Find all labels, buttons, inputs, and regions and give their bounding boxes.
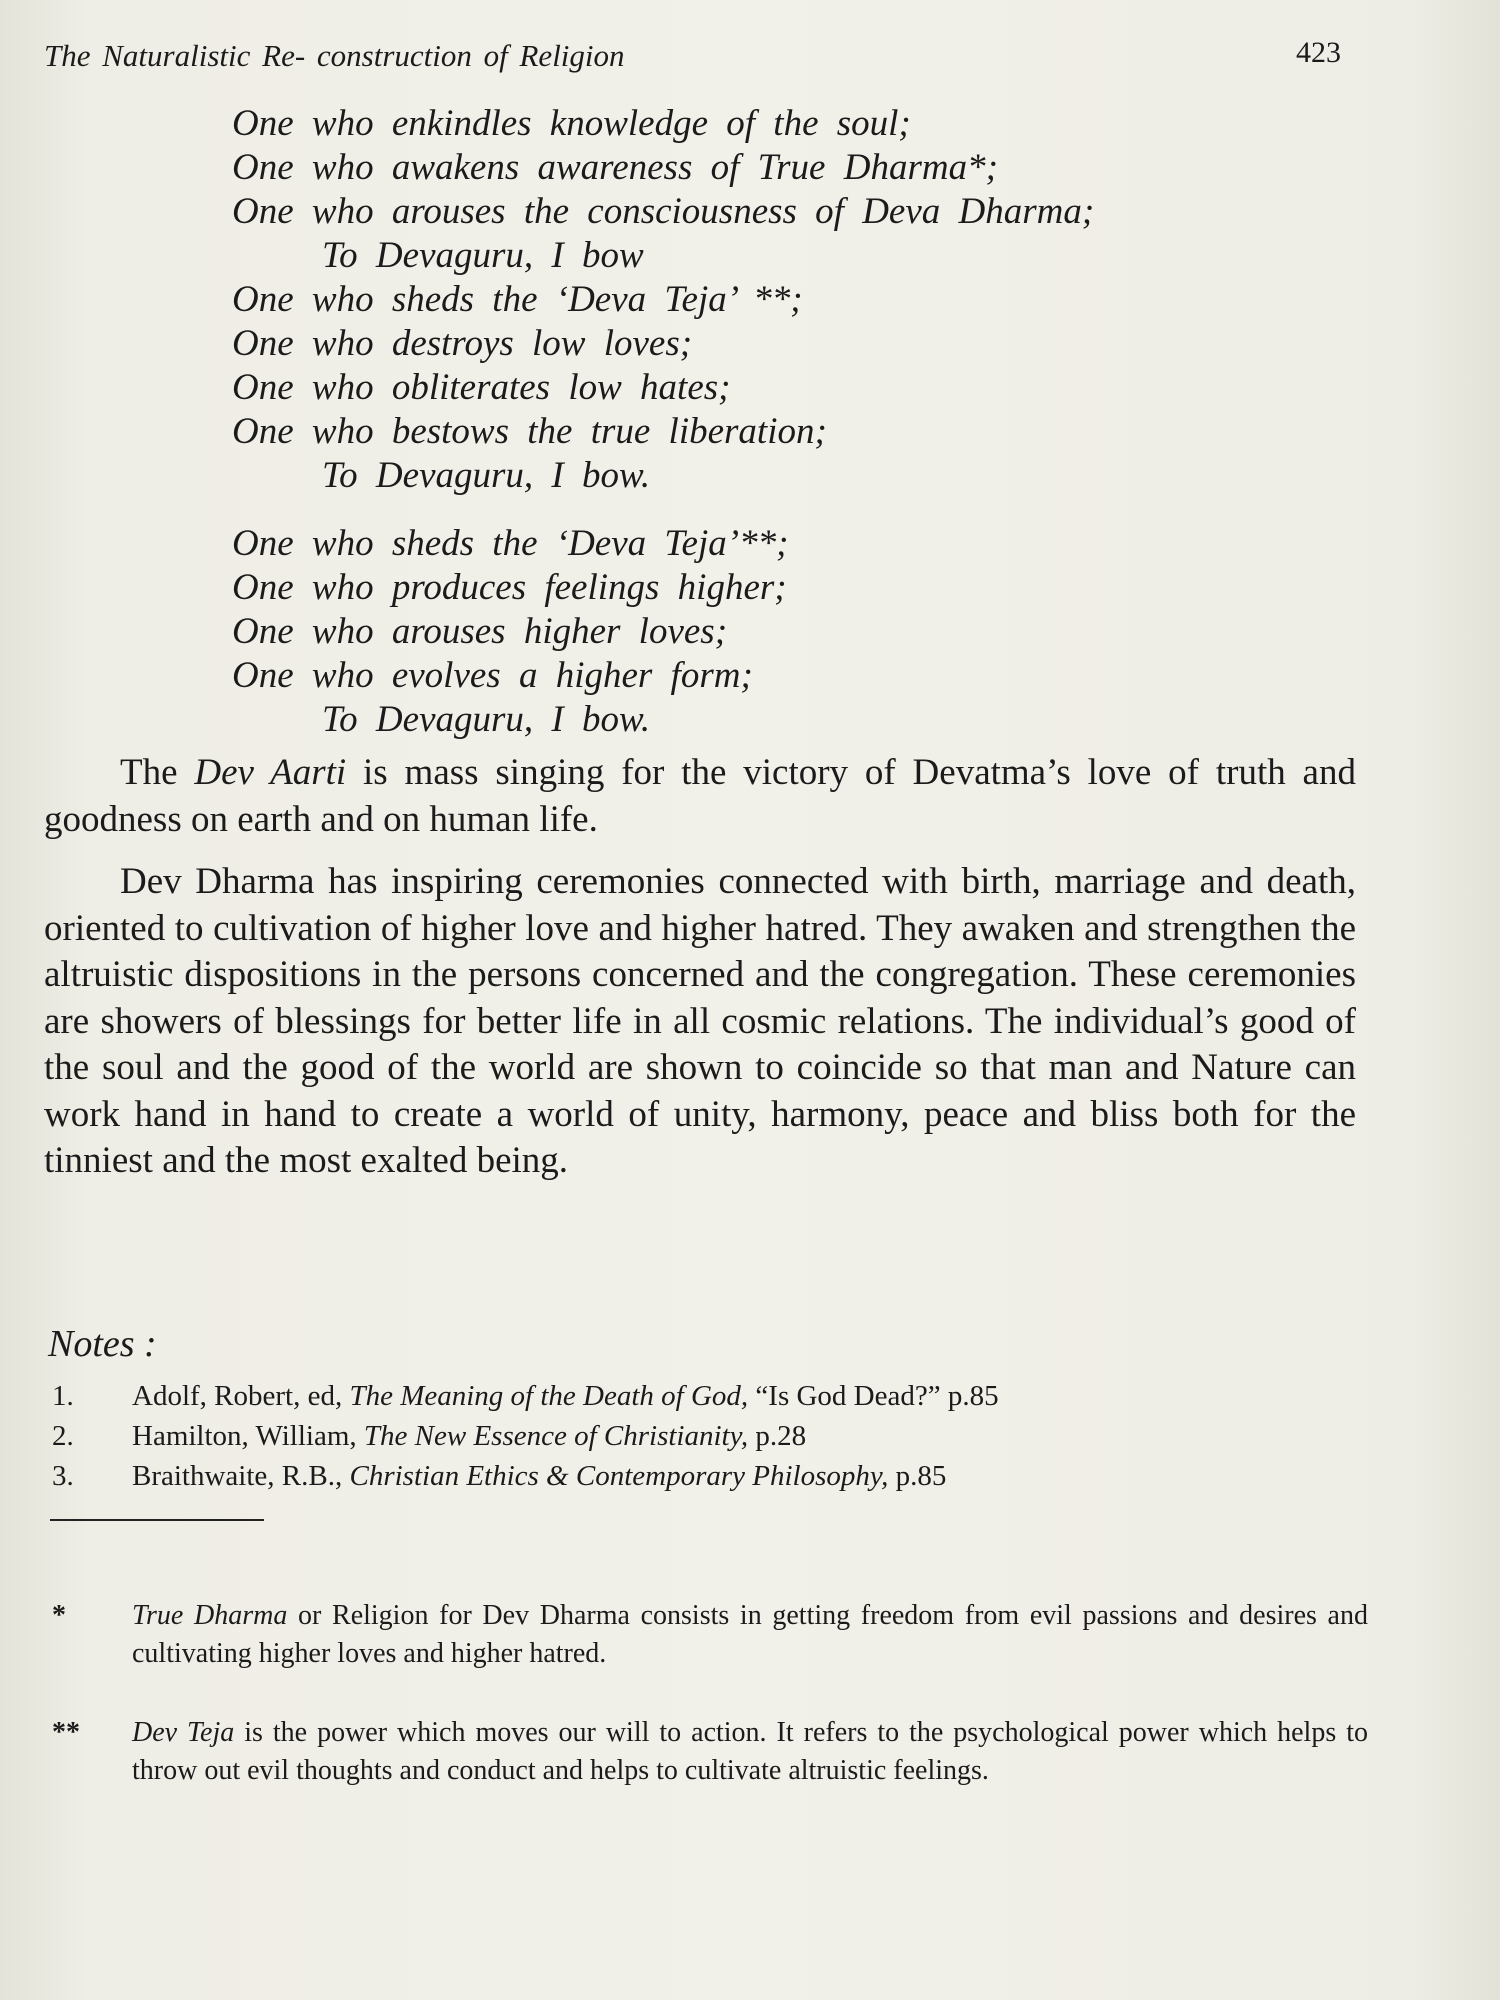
- footnote-marker: *: [52, 1600, 66, 1631]
- paragraph-ceremonies: Dev Dharma has inspiring ceremonies connected with birth, marriage and death, oriented to cultivation of higher love and higher hatred. They awaken and strengthen the altruistic dispositions in the persons concerned and the congregation. These ceremonies are showers of blessings for better life in all cosmic relations. The individual’s good of the soul and the good of the world are shown to coincide so that man and Nature can work hand in hand to create a world of unity, harmony, peace and bliss both for the tinniest and the most exalted being.: [44, 861, 1356, 1181]
- verse-line: One who sheds the ‘Deva Teja’ **;: [232, 279, 803, 320]
- verse-refrain: To Devaguru, I bow.: [322, 455, 651, 496]
- running-header-title: The Naturalistic Re- construction of Religion: [44, 38, 625, 73]
- note-item: [52, 1416, 1352, 1456]
- footnote-text: or Religion for Dev Dharma consists in getting freedom from evil passions and desires and cultivating higher loves and higher hatred.: [132, 1600, 1368, 1669]
- note-author: Adolf, Robert, ed,: [132, 1380, 350, 1412]
- note-item: [52, 1376, 1352, 1416]
- verse-refrain: To Devaguru, I bow.: [322, 699, 651, 740]
- verse-line: One who produces feelings higher;: [232, 567, 787, 608]
- note-number: 2.: [52, 1420, 74, 1452]
- note-rest: “Is God Dead?” p.85: [748, 1380, 999, 1412]
- verse-line: One who arouses higher loves;: [232, 611, 728, 652]
- footnote-true-dharma: [52, 1597, 1368, 1673]
- footnote-dev-teja: [52, 1714, 1368, 1790]
- footnote-divider: [50, 1519, 264, 1521]
- note-item: [52, 1456, 1352, 1496]
- note-author: Hamilton, William,: [132, 1420, 364, 1452]
- paragraph-emphasis: Dev Aarti: [194, 752, 347, 793]
- verse-line: One who awakens awareness of True Dharma*;: [232, 147, 998, 188]
- footnote-text-block: [132, 1714, 1368, 1790]
- note-title: The New Essence of Christianity,: [363, 1420, 749, 1452]
- verse-line: One who sheds the ‘Deva Teja’**;: [232, 523, 789, 564]
- note-author: Braithwaite, R.B.,: [132, 1460, 350, 1492]
- notes-list: [52, 1376, 1352, 1496]
- note-title: The Meaning of the Death of God,: [349, 1380, 749, 1412]
- note-rest: p.28: [748, 1420, 807, 1452]
- verse-refrain: To Devaguru, I bow: [322, 235, 644, 276]
- note-number: 1.: [52, 1380, 74, 1412]
- footnote-emphasis: True Dharma: [132, 1600, 288, 1631]
- paragraph-text: is mass singing for the victory of Devatma’s love of truth and goodness on earth and on human life.: [44, 752, 1356, 840]
- paragraph-dev-aarti: [44, 750, 1356, 843]
- paragraph-text: The: [120, 752, 195, 793]
- verse-line: One who enkindles knowledge of the soul;: [232, 103, 911, 144]
- footnote-marker: **: [52, 1717, 80, 1748]
- verse-line: One who evolves a higher form;: [232, 655, 753, 696]
- page-number: 423: [1296, 36, 1341, 69]
- footnote-text: is the power which moves our will to action. It refers to the psychological power which helps to throw out evil thoughts and conduct and helps to cultivate altruistic feelings.: [132, 1717, 1368, 1786]
- notes-heading: Notes :: [48, 1323, 157, 1365]
- footnote-text-block: [132, 1597, 1368, 1673]
- verse-line: One who obliterates low hates;: [232, 367, 731, 408]
- note-rest: p.85: [888, 1460, 947, 1492]
- verse-line: One who bestows the true liberation;: [232, 411, 827, 452]
- verse-line: One who destroys low loves;: [232, 323, 693, 364]
- footnote-emphasis: Dev Teja: [132, 1717, 235, 1748]
- verse-line: One who arouses the consciousness of Deva Dharma;: [232, 191, 1095, 232]
- verse-stanza-2: [232, 522, 788, 742]
- note-number: 3.: [52, 1460, 74, 1492]
- note-title: Christian Ethics & Contemporary Philosophy,: [349, 1460, 889, 1492]
- verse-stanza-1: [232, 102, 1094, 498]
